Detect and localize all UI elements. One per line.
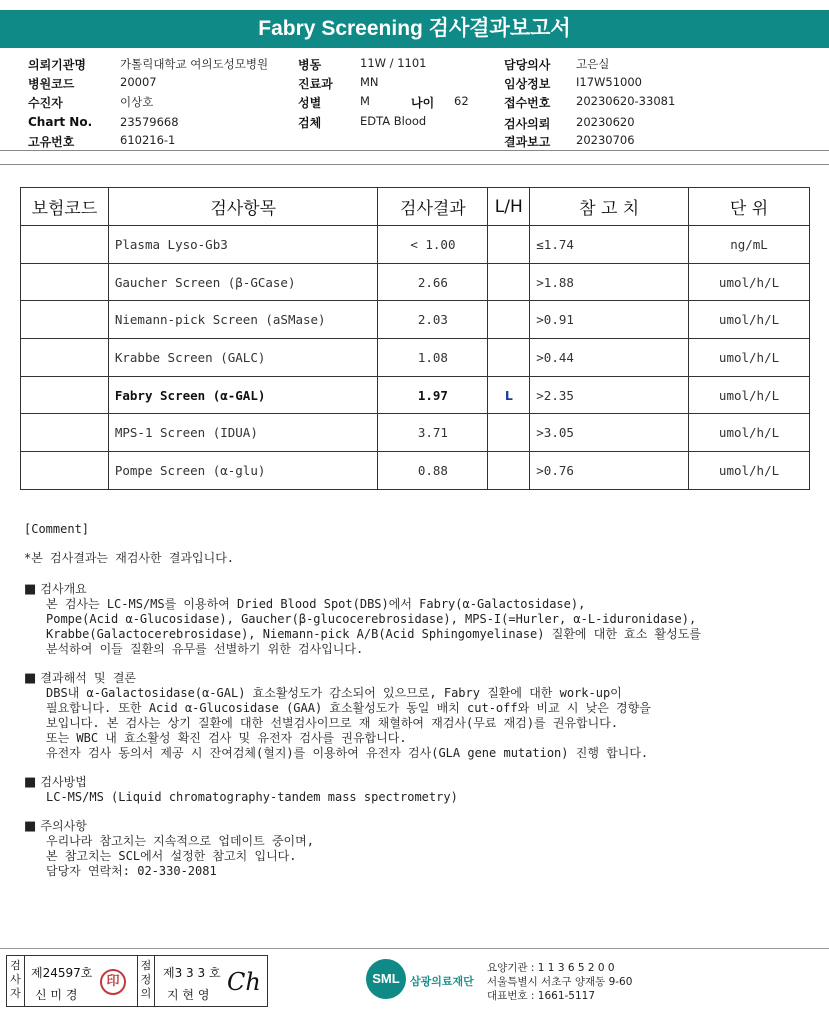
info-label: 담당의사 <box>504 58 551 72</box>
seal-stamp-icon: 印 <box>100 969 126 995</box>
info-label: 임상정보 <box>504 77 551 91</box>
info-value: I17W51000 <box>576 75 642 89</box>
cell-item: MPS-1 Screen (IDUA) <box>108 414 378 452</box>
cell-item: Fabry Screen (α-GAL) <box>108 376 378 414</box>
age-value: 62 <box>454 94 469 108</box>
cell-result: 2.66 <box>378 263 488 301</box>
cell-reference: >0.76 <box>530 452 689 490</box>
cell-result: 2.03 <box>378 301 488 339</box>
info-value: 20230706 <box>576 133 635 147</box>
table-row-flagged <box>21 376 810 414</box>
header-item: 검사항목 <box>108 188 378 226</box>
info-label: 결과보고 <box>504 135 551 149</box>
info-value: 20230620 <box>576 115 635 129</box>
info-value: 이상호 <box>120 95 154 109</box>
info-label: 수진자 <box>28 96 63 110</box>
section-title-overview: ■ 검사개요 <box>24 582 87 597</box>
info-value: M <box>360 94 370 108</box>
cell-result: 1.08 <box>378 339 488 377</box>
table-row <box>21 301 810 339</box>
square-bullet-icon: ■ <box>24 775 41 790</box>
info-label: 검사의뢰 <box>504 117 551 131</box>
info-label: 검체 <box>298 116 322 130</box>
institution-phone: 대표번호 : 1661-5117 <box>487 990 596 1002</box>
section-title-interpretation: ■ 결과해석 및 결론 <box>24 671 137 686</box>
divider <box>0 164 829 165</box>
info-value: EDTA Blood <box>360 114 427 128</box>
info-label: 진료과 <box>298 77 333 91</box>
section-line: 담당자 연락처: 02-330-2081 <box>46 864 217 878</box>
comment-section <box>24 522 814 879</box>
table-row <box>21 263 810 301</box>
cell-item: Niemann-pick Screen (aSMase) <box>108 301 378 339</box>
info-value: 20007 <box>120 75 157 89</box>
cell-result: < 1.00 <box>378 226 488 264</box>
reviewer-no: 제3 3 3 호 <box>163 966 221 980</box>
info-value: 가톨릭대학교 여의도성모병원 <box>120 57 269 71</box>
cell-code <box>21 263 109 301</box>
cell-reference: >0.91 <box>530 301 689 339</box>
section-line: 본 검사는 LC-MS/MS를 이용하여 Dried Blood Spot(DBS)에서 Fabry(α-Galactosidase), <box>46 597 586 611</box>
info-value: MN <box>360 75 379 89</box>
header-result: 검사결과 <box>378 188 488 226</box>
info-value: 610216-1 <box>120 133 176 147</box>
reviewer-label: 점정의 <box>137 956 155 1006</box>
cell-unit: umol/h/L <box>689 263 810 301</box>
section-line: 필요합니다. 또한 Acid α-Glucosidase (GAA) 효소활성도가 동일 배치 cut-off와 비교 시 낮은 경향을 <box>46 701 651 715</box>
table-row <box>21 414 810 452</box>
cell-result: 1.97 <box>378 376 488 414</box>
cell-unit: umol/h/L <box>689 452 810 490</box>
cell-lh <box>488 301 530 339</box>
cell-unit: umol/h/L <box>689 376 810 414</box>
cell-code <box>21 226 109 264</box>
cell-item: Krabbe Screen (GALC) <box>108 339 378 377</box>
cell-reference: >0.44 <box>530 339 689 377</box>
info-value: 20230620-33081 <box>576 94 676 108</box>
cell-result: 3.71 <box>378 414 488 452</box>
cell-code <box>21 414 109 452</box>
info-label: 병원코드 <box>28 77 75 91</box>
info-value: 11W / 1101 <box>360 56 427 70</box>
cell-reference: >2.35 <box>530 376 689 414</box>
cell-lh <box>488 263 530 301</box>
sml-logo-icon: SML <box>366 959 406 999</box>
table-row <box>21 339 810 377</box>
institution-info <box>487 961 632 1003</box>
report-title: Fabry Screening 검사결과보고서 <box>0 10 829 48</box>
section-line: 본 참고치는 SCL에서 설정한 참고치 입니다. <box>46 849 297 863</box>
section-line: LC-MS/MS (Liquid chromatography-tandem mass spectrometry) <box>46 790 458 804</box>
cell-reference: >1.88 <box>530 263 689 301</box>
header-code: 보험코드 <box>21 188 109 226</box>
cell-code <box>21 339 109 377</box>
section-title-caution: ■ 주의사항 <box>24 819 87 834</box>
header-lh: L/H <box>488 188 530 226</box>
cell-unit: umol/h/L <box>689 301 810 339</box>
cell-result: 0.88 <box>378 452 488 490</box>
cell-reference: ≤1.74 <box>530 226 689 264</box>
cell-item: Pompe Screen (α-glu) <box>108 452 378 490</box>
company-name: 삼광의료재단 <box>410 975 474 988</box>
table-header-row <box>21 188 810 226</box>
examiner-label: 검사자 <box>7 956 25 1006</box>
signature-icon: Ch <box>227 968 261 996</box>
cell-code <box>21 376 109 414</box>
examiner-name: 신 미 경 <box>35 988 78 1002</box>
institution-no: 요양기관 : 1 1 3 6 5 2 0 0 <box>487 962 615 974</box>
info-label: 성별 <box>298 96 322 110</box>
results-table <box>20 187 810 490</box>
section-line: Pompe(Acid α-Glucosidase), Gaucher(β-glucocerebrosidase), MPS-I(=Hurler, α-L-iduronidase), <box>46 612 697 626</box>
table-row <box>21 452 810 490</box>
info-label: 병동 <box>298 58 322 72</box>
info-label: 고유번호 <box>28 135 75 149</box>
comment-note: *본 검사결과는 재검사한 결과입니다. <box>24 551 235 565</box>
info-value: 고은실 <box>576 57 610 71</box>
cell-unit: ng/mL <box>689 226 810 264</box>
cell-lh <box>488 339 530 377</box>
section-line: 우리나라 참고치는 지속적으로 업데이트 중이며, <box>46 834 314 848</box>
cell-lh <box>488 226 530 264</box>
comment-header: [Comment] <box>24 522 90 536</box>
cell-unit: umol/h/L <box>689 339 810 377</box>
age-label: 나이 <box>411 96 435 110</box>
cell-lh <box>488 452 530 490</box>
header-reference: 참 고 치 <box>530 188 689 226</box>
signature-box <box>6 955 268 1007</box>
info-label: 의뢰기관명 <box>28 58 86 72</box>
report-footer <box>0 948 829 1016</box>
info-label: 접수번호 <box>504 96 551 110</box>
cell-item: Gaucher Screen (β-GCase) <box>108 263 378 301</box>
cell-lh <box>488 414 530 452</box>
square-bullet-icon: ■ <box>24 671 41 686</box>
cell-code <box>21 452 109 490</box>
examiner-no: 제24597호 <box>31 966 93 980</box>
cell-reference: >3.05 <box>530 414 689 452</box>
section-line: Krabbe(Galactocerebrosidase), Niemann-pick A/B(Acid Sphingomyelinase) 질환에 대한 효소 활성도를 <box>46 627 701 641</box>
header-unit: 단 위 <box>689 188 810 226</box>
reviewer-name: 지 현 영 <box>167 988 210 1002</box>
section-line: 유전자 검사 동의서 제공 시 잔여검체(혈지)를 이용하여 유전자 검사(GLA gene mutation) 진행 합니다. <box>46 746 649 760</box>
cell-code <box>21 301 109 339</box>
section-line: 보입니다. 본 검사는 상기 질환에 대한 선별검사이므로 재 채혈하여 재검사(무료 재검)를 권유합니다. <box>46 716 619 730</box>
table-row <box>21 226 810 264</box>
cell-item: Plasma Lyso-Gb3 <box>108 226 378 264</box>
info-value: 23579668 <box>120 115 179 129</box>
section-line: 분석하여 이들 질환의 유무를 선별하기 위한 검사입니다. <box>46 642 364 656</box>
square-bullet-icon: ■ <box>24 819 41 834</box>
section-line: 또는 WBC 내 효소활성 확진 검사 및 유전자 검사를 권유합니다. <box>46 731 407 745</box>
section-line: DBS내 α-Galactosidase(α-GAL) 효소활성도가 감소되어 있으므로, Fabry 질환에 대한 work-up이 <box>46 686 622 700</box>
info-label: Chart No. <box>28 115 93 129</box>
cell-unit: umol/h/L <box>689 414 810 452</box>
institution-address: 서울특별시 서초구 양재동 9-60 <box>487 976 633 988</box>
section-title-method: ■ 검사방법 <box>24 775 87 790</box>
cell-lh-flag: L <box>488 376 530 414</box>
divider <box>0 150 829 151</box>
square-bullet-icon: ■ <box>24 582 41 597</box>
